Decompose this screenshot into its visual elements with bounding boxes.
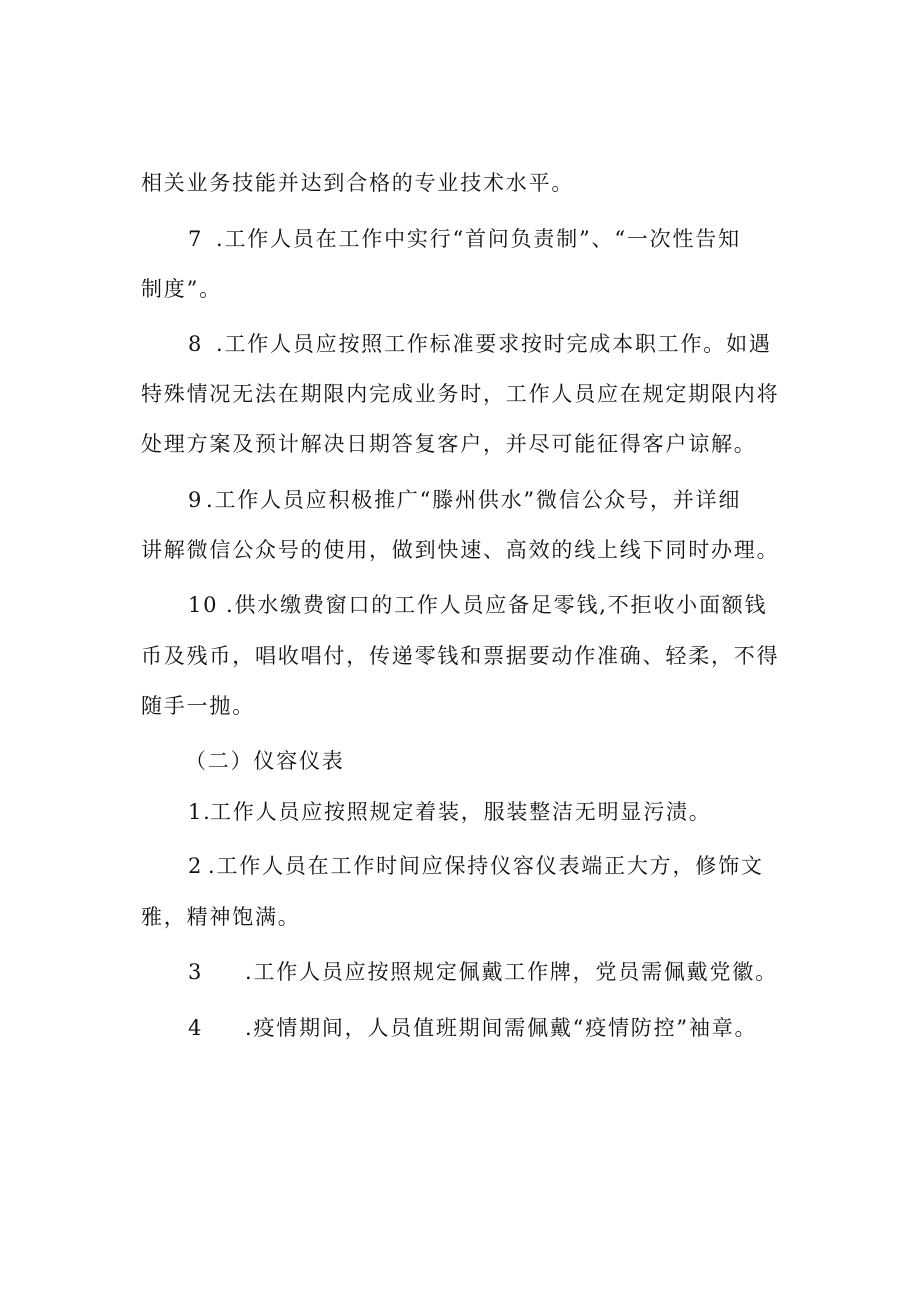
section-heading: [185, 745, 345, 777]
text-line: [141, 378, 779, 410]
line-text: 雅，精神饱满。: [141, 905, 301, 929]
line-text: 工作人员应按照规定着装，服装整洁无明显污渍。: [210, 800, 712, 824]
line-text: 随手一抛。: [141, 694, 255, 718]
line-text: 特殊情况无法在期限内完成业务时，工作人员应在规定期限内将: [141, 382, 780, 406]
line-text: 处理方案及预计解决日期答复客户，并尽可能征得客户谅解。: [141, 432, 757, 456]
line-text: 讲解微信公众号的使用，做到快速、高效的线上线下同时办理。: [141, 538, 780, 562]
line-text: .工作人员在工作时间应保持仪容仪表端正大方，修饰文: [208, 854, 764, 878]
item-number: 8: [188, 332, 204, 356]
item-number: 4: [188, 1016, 204, 1040]
line-text: 制度”。: [141, 277, 222, 301]
item-number: 3: [188, 960, 204, 984]
text-line: [141, 167, 574, 199]
numbered-item-2: [188, 850, 764, 882]
item-number: 9: [188, 488, 204, 512]
text-line: [141, 534, 779, 566]
numbered-item-3: [188, 956, 778, 988]
line-text: .工作人员应按照规定佩戴工作牌，党员需佩戴党徽。: [245, 960, 778, 984]
line-text: .工作人员应积极推广“滕州供水”微信公众号，并详细: [206, 488, 742, 512]
text-line: [141, 690, 255, 722]
line-text: .工作人员应按照工作标准要求按时完成本职工作。如遇: [216, 332, 772, 356]
text-line: [141, 428, 757, 460]
text-line: [141, 901, 301, 933]
item-number: 2: [188, 854, 204, 878]
section-heading-text: （二）仪容仪表: [185, 749, 345, 773]
item-number: 10: [188, 593, 219, 617]
line-text: .工作人员在工作中实行“首问负责制”、“一次性告知: [216, 227, 741, 251]
numbered-item-10: [188, 589, 767, 621]
item-number: 7: [188, 227, 204, 251]
line-text: .供水缴费窗口的工作人员应备足零钱,不拒收小面额钱: [226, 593, 768, 617]
text-line: [141, 640, 779, 672]
line-text: 相关业务技能并达到合格的专业技术水平。: [141, 171, 575, 195]
line-text: 币及残币，唱收唱付，传递零钱和票据要动作准确、轻柔，不得: [141, 644, 780, 668]
text-line: [141, 273, 222, 305]
numbered-item-1: [188, 796, 712, 828]
numbered-item-4: [188, 1012, 757, 1044]
numbered-item-9: [188, 484, 741, 516]
item-number: 1.: [188, 800, 212, 824]
line-text: .疫情期间，人员值班期间需佩戴“疫情防控”袖章。: [245, 1016, 758, 1040]
numbered-item-7: [188, 223, 741, 255]
numbered-item-8: [188, 328, 772, 360]
